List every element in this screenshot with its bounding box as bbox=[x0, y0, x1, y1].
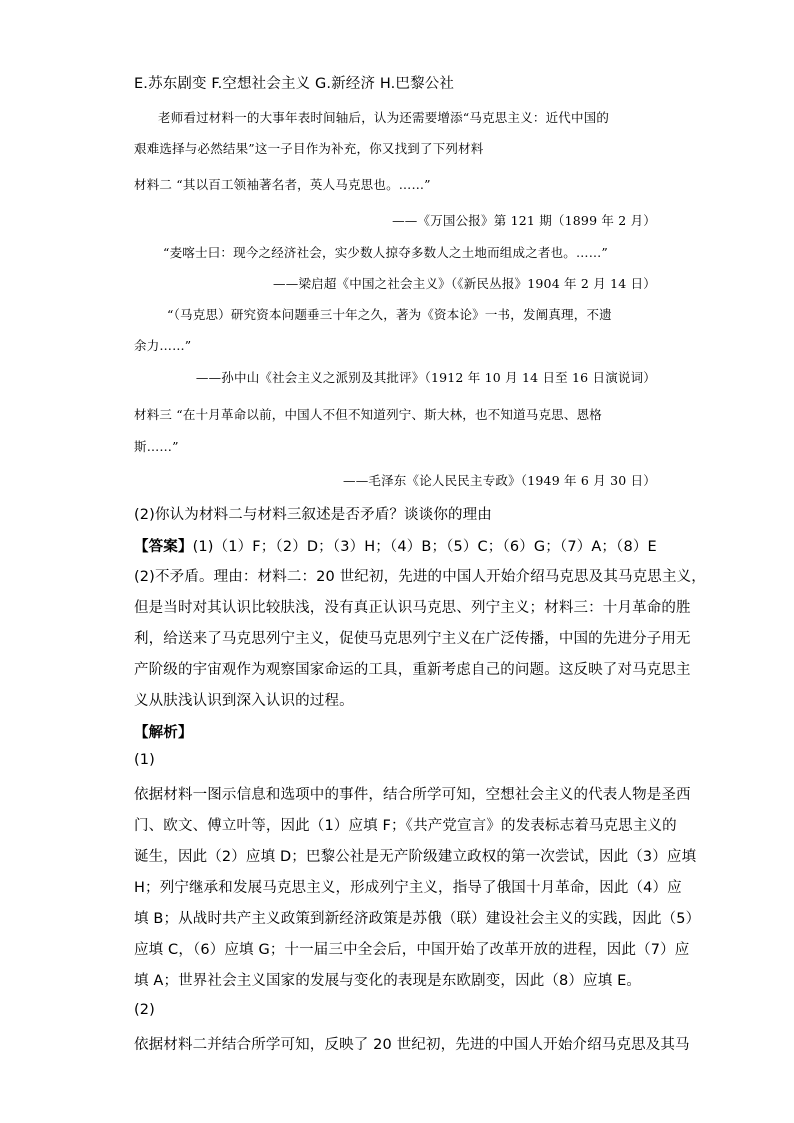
material2-quote-3-line-1: “（马克思）研究资本问题垂三十年之久，著为《资本论》一书，发阐真理，不遗 bbox=[167, 307, 612, 322]
analysis-part-1-line-5: 填 B；从战时共产主义政策到新经济政策是苏俄（联）建设社会主义的实践，因此（5） bbox=[134, 911, 701, 927]
material3-source: ——毛泽东《论人民民主专政》（1949 年 6 月 30 日） bbox=[343, 473, 656, 488]
material2-quote-2: “麦喀士曰：现今之经济社会，实少数人掠夺多数人之土地而组成之者也。……” bbox=[163, 245, 608, 260]
analysis-part-1-line-1: 依据材料一图示信息和选项中的事件，结合所学可知，空想社会主义的代表人物是圣西 bbox=[134, 787, 691, 803]
analysis-part-1-line-3: 诞生，因此（2）应填 D；巴黎公社是无产阶级建立政权的第一次尝试，因此（3）应填 bbox=[134, 849, 697, 865]
analysis-part-2-line-1: 依据材料二并结合所学可知，反映了 20 世纪初，先进的中国人开始介绍马克思及其马 bbox=[134, 1037, 690, 1053]
answer-part-1: (1)（1）F；（2）D；（3）H；（4）B；（5）C；（6）G；（7）A；（8）E bbox=[192, 539, 657, 555]
analysis-label: 【解析】 bbox=[134, 725, 193, 741]
analysis-part-2-label: (2) bbox=[134, 1002, 155, 1018]
analysis-part-1-line-7: 填 A；世界社会主义国家的发展与变化的表现是东欧剧变，因此（8）应填 E。 bbox=[134, 973, 642, 989]
question-2: (2)你认为材料二与材料三叙述是否矛盾？谈谈你的理由 bbox=[134, 507, 492, 523]
material2-quote-1: 材料二 “其以百工领袖著名者，英人马克思也。……” bbox=[134, 177, 431, 192]
options-line: E.苏东剧变 F.空想社会主义 G.新经济 H.巴黎公社 bbox=[134, 76, 455, 92]
answer-part-2-line-2: 但是当时对其认识比较肤浅，没有真正认识马克思、列宁主义；材料三：十月革命的胜 bbox=[134, 600, 691, 616]
answer-part-2-line-4: 产阶级的宇宙观作为观察国家命运的工具，重新考虑自己的问题。这反映了对马克思主 bbox=[134, 662, 691, 678]
analysis-part-1-line-2: 门、欧文、傅立叶等，因此（1）应填 F；《共产党宣言》的发表标志着马克思主义的 bbox=[134, 818, 677, 834]
answer-part-2-line-5: 义从肤浅认识到深入认识的过程。 bbox=[134, 693, 354, 709]
intro-line-1: 老师看过材料一的大事年表时间轴后，认为还需要增添“马克思主义：近代中国的 bbox=[158, 110, 610, 125]
answer-part-2-line-3: 利，给送来了马克思列宁主义，促使马克思列宁主义在广泛传播，中国的先进分子用无 bbox=[134, 631, 691, 647]
material3-line-1: 材料三 “在十月革命以前，中国人不但不知道列宁、斯大林，也不知道马克思、恩格 bbox=[134, 407, 602, 422]
intro-line-2: 艰难选择与必然结果”这一子目作为补充，你又找到了下列材料 bbox=[134, 141, 484, 156]
analysis-part-1-line-6: 应填 C，（6）应填 G；十一届三中全会后，中国开始了改革开放的进程，因此（7）应 bbox=[134, 942, 690, 958]
answer-label: 【答案】 bbox=[134, 539, 193, 555]
answer-line-1 bbox=[134, 535, 657, 556]
material2-source-2: ——梁启超《中国之社会主义》（《新民丛报》1904 年 2 月 14 日） bbox=[273, 276, 656, 291]
answer-part-2-line-1: (2)不矛盾。理由：材料二：20 世纪初，先进的中国人开始介绍马克思及其马克思主义， bbox=[134, 569, 706, 585]
analysis-part-1-label: (1) bbox=[134, 752, 155, 768]
material2-source-1: ——《万国公报》第 121 期（1899 年 2 月） bbox=[392, 213, 656, 228]
material2-quote-3-line-2: 余力……” bbox=[134, 338, 192, 353]
analysis-part-1-line-4: H；列宁继承和发展马克思主义，形成列宁主义，指导了俄国十月革命，因此（4）应 bbox=[134, 880, 682, 896]
material3-line-2: 斯……” bbox=[134, 439, 179, 454]
material2-source-3: ——孙中山《社会主义之派别及其批评》（1912 年 10 月 14 日至 16 日演说词） bbox=[195, 370, 656, 385]
